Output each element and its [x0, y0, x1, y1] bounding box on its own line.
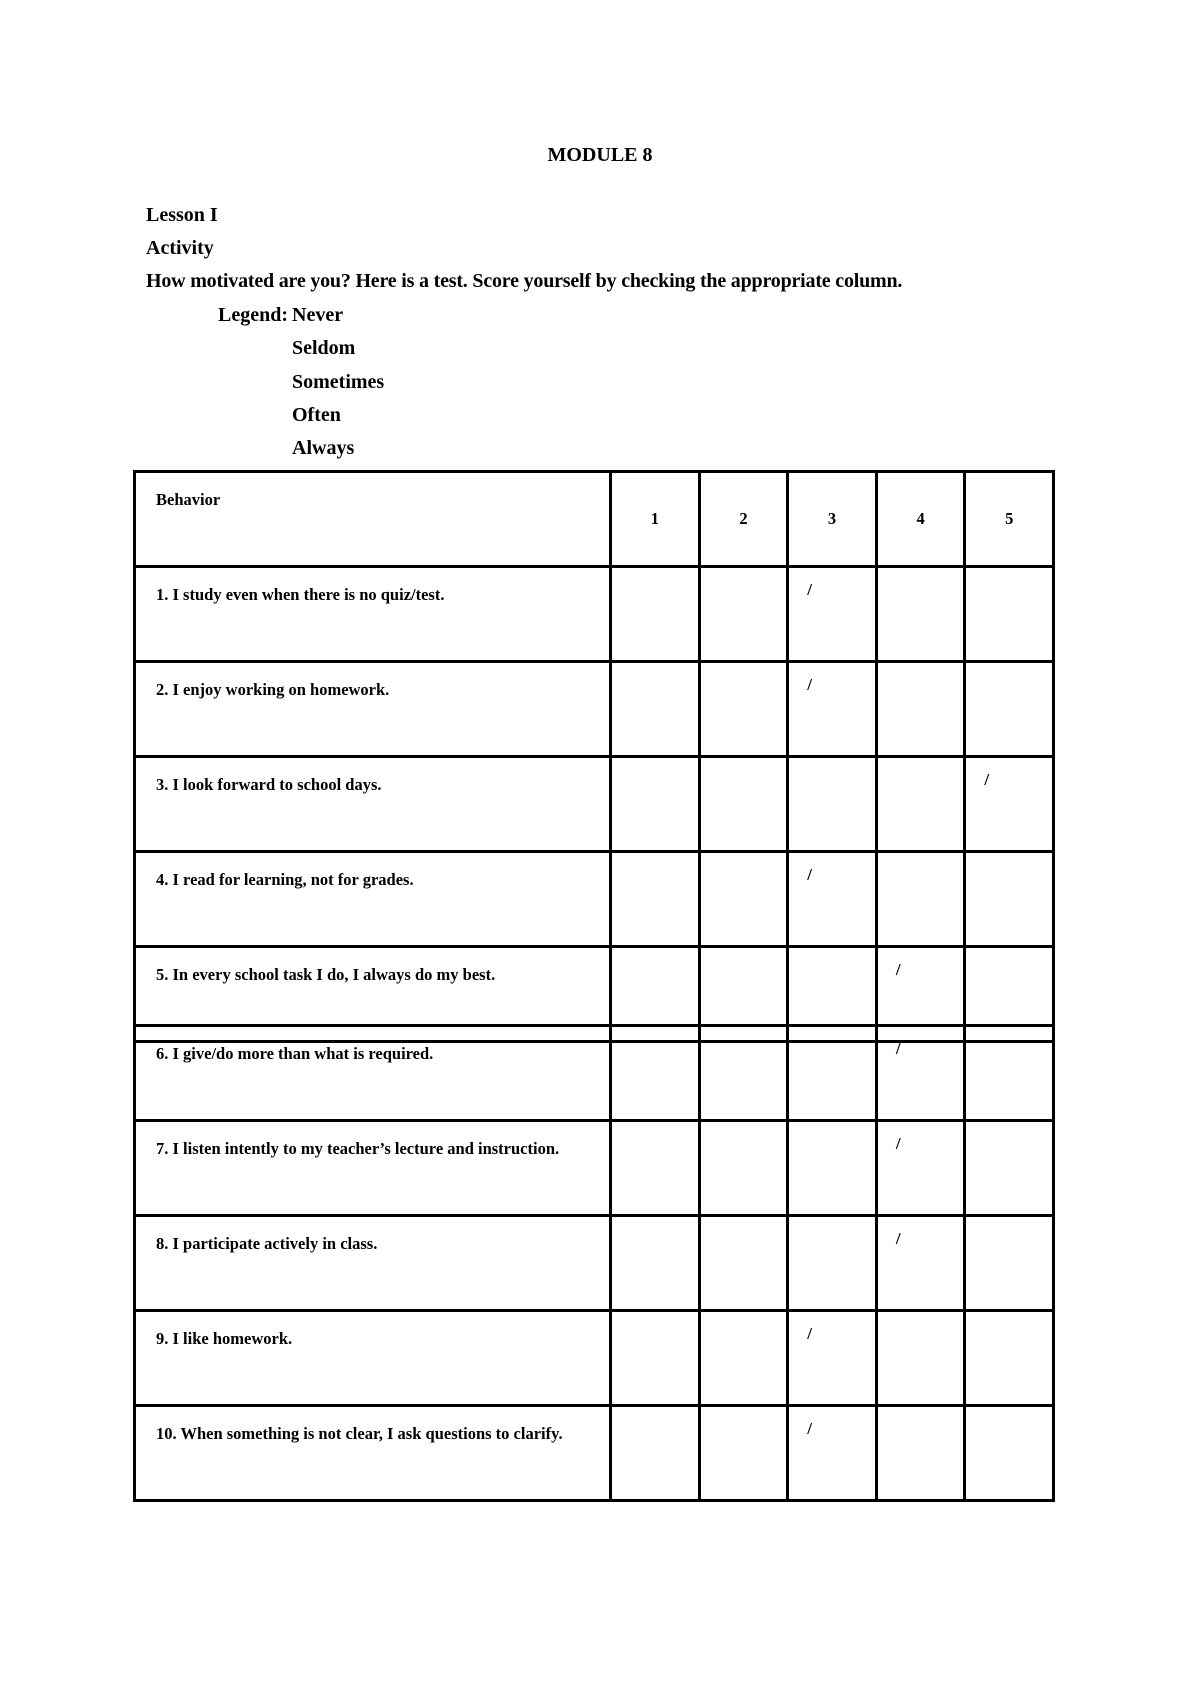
- score-cell-2[interactable]: [699, 1311, 788, 1406]
- score-cell-2[interactable]: [699, 662, 788, 757]
- score-cell-1[interactable]: [611, 1406, 700, 1501]
- activity-heading: Activity: [146, 237, 214, 259]
- score-cell-1[interactable]: [611, 852, 700, 947]
- score-cell-3[interactable]: [788, 662, 877, 757]
- legend-item-often: Often: [292, 404, 341, 426]
- score-cell-2[interactable]: [699, 1026, 788, 1121]
- check-mark: /: [807, 1324, 812, 1343]
- behavior-cell: 5. In every school task I do, I always do my best.: [135, 947, 611, 1042]
- behavior-cell: 10. When something is not clear, I ask questions to clarify.: [135, 1406, 611, 1501]
- score-cell-4[interactable]: [876, 1121, 965, 1216]
- score-cell-1[interactable]: [611, 567, 700, 662]
- behavior-cell: 4. I read for learning, not for grades.: [135, 852, 611, 947]
- score-cell-3[interactable]: [788, 852, 877, 947]
- score-cell-5[interactable]: [965, 1216, 1054, 1311]
- behavior-cell: 7. I listen intently to my teacher’s lecture and instruction.: [135, 1121, 611, 1216]
- score-cell-2[interactable]: [699, 1406, 788, 1501]
- table-row: [135, 757, 1054, 852]
- legend-item-sometimes: Sometimes: [292, 371, 385, 393]
- score-cell-2[interactable]: [699, 567, 788, 662]
- table-row: [135, 567, 1054, 662]
- score-cell-3[interactable]: [788, 1216, 877, 1311]
- legend-label: Legend:: [218, 304, 288, 326]
- score-cell-5[interactable]: [965, 852, 1054, 947]
- table-row: [135, 662, 1054, 757]
- legend-item-seldom: Seldom: [292, 337, 356, 359]
- score-cell-4[interactable]: [876, 567, 965, 662]
- score-cell-4[interactable]: [876, 1406, 965, 1501]
- score-cell-1[interactable]: [611, 1026, 700, 1121]
- table-row: [135, 1216, 1054, 1311]
- behavior-cell: 3. I look forward to school days.: [135, 757, 611, 852]
- score-cell-2[interactable]: [699, 757, 788, 852]
- score-cell-1[interactable]: [611, 1216, 700, 1311]
- score-cell-4[interactable]: [876, 1216, 965, 1311]
- table-row: [135, 1311, 1054, 1406]
- check-mark: /: [807, 580, 812, 599]
- behavior-cell: 2. I enjoy working on homework.: [135, 662, 611, 757]
- check-mark: /: [895, 1134, 901, 1153]
- legend-item-never: Never: [292, 304, 344, 326]
- behavior-column-header: Behavior: [135, 472, 611, 567]
- score-cell-4[interactable]: [876, 1026, 965, 1121]
- score-cell-1[interactable]: [611, 662, 700, 757]
- check-mark: /: [807, 675, 812, 694]
- score-cell-5[interactable]: [965, 567, 1054, 662]
- score-header-3: 3: [788, 472, 877, 567]
- instruction-text: How motivated are you? Here is a test. Score yourself by checking the appropriate column.: [146, 270, 903, 292]
- check-mark: /: [984, 770, 990, 789]
- behavior-cell: 1. I study even when there is no quiz/test.: [135, 567, 611, 662]
- score-cell-3[interactable]: [788, 1311, 877, 1406]
- check-mark: /: [807, 865, 812, 884]
- motivation-table-part-2: [133, 1024, 1055, 1502]
- lesson-heading: Lesson I: [146, 204, 218, 226]
- score-cell-5[interactable]: [965, 1121, 1054, 1216]
- score-cell-4[interactable]: [876, 757, 965, 852]
- score-cell-2[interactable]: [699, 852, 788, 947]
- score-cell-3[interactable]: [788, 1026, 877, 1121]
- score-cell-5[interactable]: [965, 662, 1054, 757]
- score-cell-5[interactable]: [965, 1406, 1054, 1501]
- behavior-cell: 9. I like homework.: [135, 1311, 611, 1406]
- score-header-2: 2: [699, 472, 788, 567]
- score-header-4: 4: [876, 472, 965, 567]
- check-mark: /: [895, 1229, 901, 1248]
- behavior-cell: 8. I participate actively in class.: [135, 1216, 611, 1311]
- table-row: [135, 1406, 1054, 1501]
- score-cell-3[interactable]: [788, 1406, 877, 1501]
- score-cell-4[interactable]: [876, 662, 965, 757]
- score-cell-3[interactable]: [788, 1121, 877, 1216]
- motivation-table-part-1: [133, 470, 1055, 1043]
- score-cell-1[interactable]: [611, 1121, 700, 1216]
- check-mark: /: [895, 1039, 901, 1058]
- score-header-5: 5: [965, 472, 1054, 567]
- score-cell-4[interactable]: [876, 1311, 965, 1406]
- table-row: [135, 852, 1054, 947]
- score-cell-1[interactable]: [611, 1311, 700, 1406]
- score-header-1: 1: [611, 472, 700, 567]
- score-cell-5[interactable]: [965, 1026, 1054, 1121]
- score-cell-2[interactable]: [699, 1216, 788, 1311]
- check-mark: /: [807, 1419, 812, 1438]
- table-row: [135, 1026, 1054, 1121]
- score-cell-1[interactable]: [611, 757, 700, 852]
- score-cell-5[interactable]: [965, 1311, 1054, 1406]
- page-title: MODULE 8: [547, 144, 653, 166]
- score-cell-5[interactable]: [965, 757, 1054, 852]
- score-cell-3[interactable]: [788, 567, 877, 662]
- score-cell-2[interactable]: [699, 1121, 788, 1216]
- legend-item-always: Always: [292, 437, 355, 459]
- score-cell-4[interactable]: [876, 852, 965, 947]
- check-mark: /: [895, 960, 901, 979]
- score-cell-3[interactable]: [788, 757, 877, 852]
- table-header-row: [135, 472, 1054, 567]
- behavior-cell: 6. I give/do more than what is required.: [135, 1026, 611, 1121]
- table-row: [135, 1121, 1054, 1216]
